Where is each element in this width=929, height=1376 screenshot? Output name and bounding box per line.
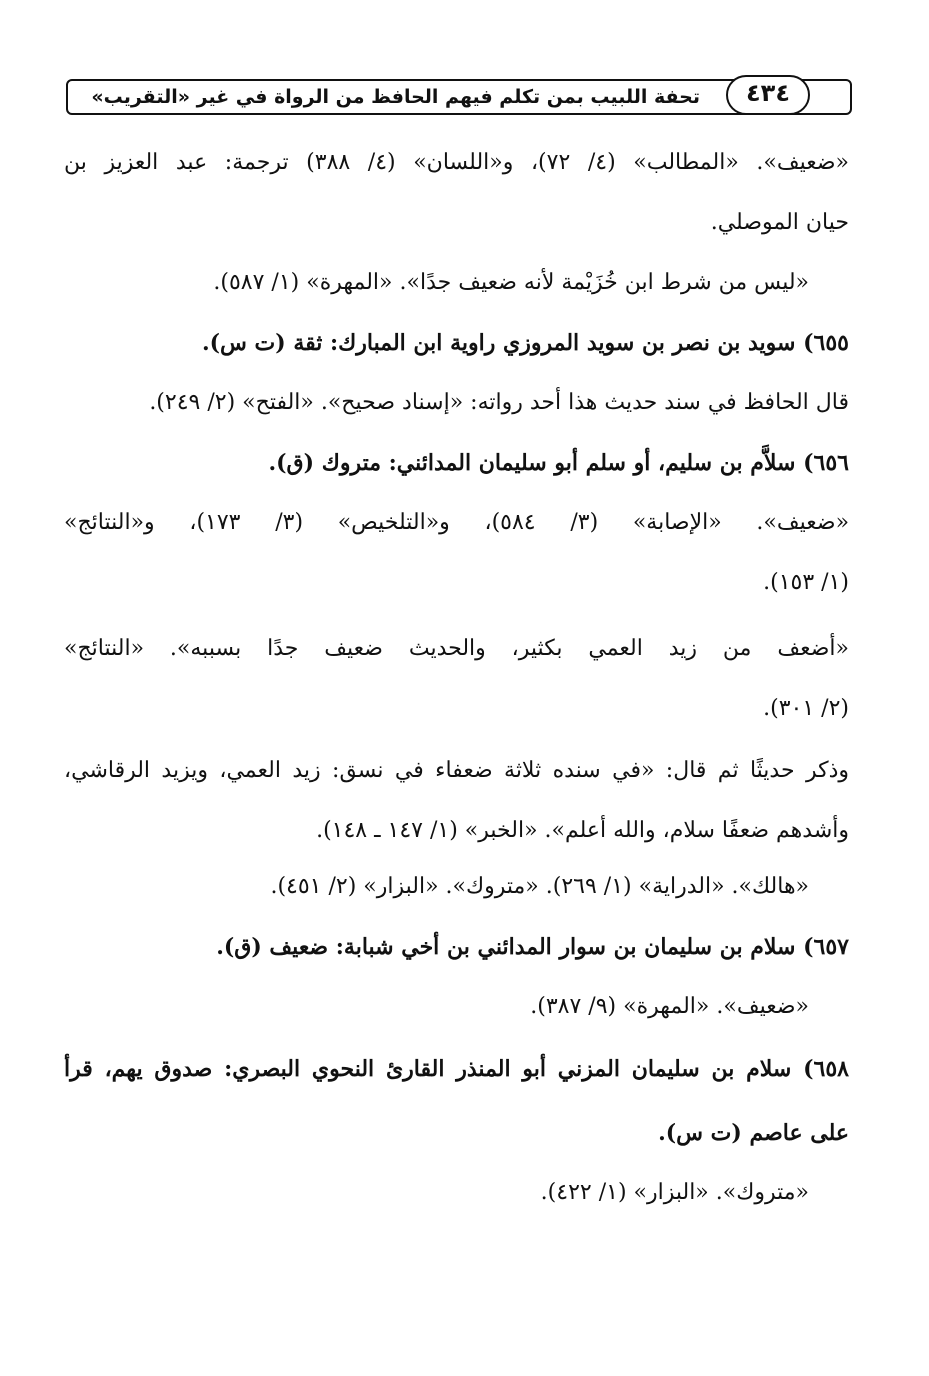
text-line: وذكر حديثًا ثم قال: «في سنده ثلاثة ضعفاء في نسق: زيد العمي، ويزيد الرقاشي،: [64, 758, 849, 783]
text-line: على عاصم (ت س).: [658, 1120, 849, 1146]
text-line: «ضعيف». «المطالب» (٤/ ٧٢)، و«اللسان» (٤/ ٣٨٨) ترجمة: عبد العزيز بن: [64, 150, 850, 175]
page-number: ٤٣٤: [726, 75, 810, 115]
text-line: «متروك». «البزار» (١/ ٤٢٢).: [540, 1180, 809, 1205]
text-line: (٢/ ٣٠١).: [763, 696, 849, 721]
text-line: وأشدهم ضعفًا سلام، والله أعلم». «الخبر» (١/ ١٤٧ ـ ١٤٨).: [316, 818, 849, 843]
text-line: «ضعيف». «المهرة» (٩/ ٣٨٧).: [530, 994, 809, 1019]
text-line: «أضعف من زيد العمي بكثير، والحديث ضعيف جدًا بسببه». «النتائج»: [64, 636, 849, 661]
text-line: (١/ ١٥٣).: [763, 570, 849, 595]
text-line: حيان الموصلي.: [710, 210, 849, 235]
entry-655: ٦٥٥) سويد بن نصر بن سويد المروزي راوية ابن المبارك: ثقة (ت س).: [201, 330, 849, 356]
entry-656: ٦٥٦) سلاَّم بن سليم، أو سلم أبو سليمان المدائني: متروك (ق).: [268, 450, 849, 476]
entry-657: ٦٥٧) سلام بن سليمان بن سوار المدائني بن أخي شبابة: ضعيف (ق).: [216, 934, 849, 960]
text-line: «هالك». «الدراية» (١/ ٢٦٩). «متروك». «البزار» (٢/ ٤٥١).: [270, 874, 809, 899]
text-line: «ضعيف». «الإصابة» (٣/ ٥٨٤)، و«التلخيص» (٣/ ١٧٣)، و«النتائج»: [64, 510, 850, 535]
entry-658: ٦٥٨) سلام بن سليمان المزني أبو المنذر القارئ النحوي البصري: صدوق يهم، قرأ: [64, 1056, 849, 1082]
text-line: قال الحافظ في سند حديث هذا أحد رواته: «إسناد صحيح». «الفتح» (٢/ ٢٤٩).: [149, 390, 849, 415]
text-line: «ليس من شرط ابن خُزَيْمة لأنه ضعيف جدًا». «المهرة» (١/ ٥٨٧).: [213, 270, 809, 295]
running-title: تحفة اللبيب بمن تكلم فيهم الحافظ من الرواة في غير «التقريب»: [91, 86, 700, 108]
page-header: [66, 79, 852, 115]
